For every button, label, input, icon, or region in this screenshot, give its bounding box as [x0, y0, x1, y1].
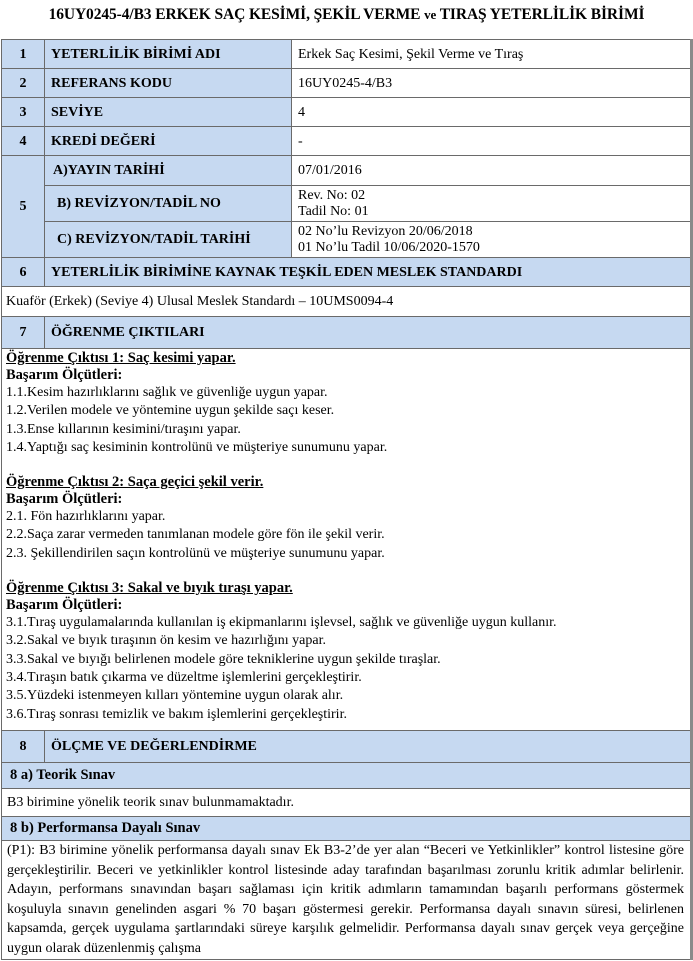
learning-outcome-title: Öğrenme Çıktısı 3: Sakal ve bıyık tıraşı yapar. — [6, 580, 293, 597]
table-row-level — [2, 98, 692, 127]
section-number: 6 — [2, 258, 45, 287]
title-part-1: 16UY0245-4/B3 ERKEK SAÇ KESİMİ, ŞEKİL VERME — [48, 6, 425, 23]
row-label: REFERANS KODU — [45, 69, 292, 98]
section-heading: ÖLÇME VE DEĞERLENDİRME — [45, 731, 692, 763]
row-number: 1 — [2, 40, 45, 69]
criterion: 3.4.Tıraşın batık çıkarma ve düzeltme işlemlerini gerçekleştirir. — [6, 669, 362, 685]
row-value: - — [292, 127, 692, 156]
criteria-label: Başarım Ölçütleri: — [6, 491, 123, 508]
section-6-header — [2, 258, 692, 287]
revision-no-value — [292, 186, 692, 222]
table-row-publish-date — [2, 156, 692, 186]
criterion: 2.1. Fön hazırlıklarını yapar. — [6, 509, 166, 525]
table-row-revision-date — [2, 222, 692, 258]
criterion: 1.2.Verilen modele ve yöntemine uygun şekilde saçı keser. — [6, 403, 335, 419]
criterion: 1.3.Ense kıllarının kesimini/tıraşını yapar. — [6, 421, 241, 437]
performance-exam-text-cell — [2, 841, 692, 960]
theory-exam-text: B3 birimine yönelik teorik sınav bulunmamaktadır. — [2, 789, 692, 817]
learning-outcome-2 — [6, 474, 686, 563]
table-row-name — [2, 40, 692, 69]
table-row-revision-no — [2, 186, 692, 222]
amendment-number: Tadil No: 01 — [298, 203, 369, 219]
table-row-credit — [2, 127, 692, 156]
section-heading: YETERLİLİK BİRİMİNE KAYNAK TEŞKİL EDEN MESLEK STANDARDI — [45, 258, 692, 287]
learning-outcome-title: Öğrenme Çıktısı 2: Saça geçici şekil verir. — [6, 474, 264, 491]
table-row-reference-code — [2, 69, 692, 98]
row-label: KREDİ DEĞERİ — [45, 127, 292, 156]
section-8a-content — [2, 789, 692, 817]
row-number: 3 — [2, 98, 45, 127]
section-8-header — [2, 731, 692, 763]
row-label: YETERLİLİK BİRİMİ ADI — [45, 40, 292, 69]
revision-date-value — [292, 222, 692, 258]
row-number: 5 — [2, 156, 45, 258]
learning-outcome-title: Öğrenme Çıktısı 1: Saç kesimi yapar. — [6, 350, 236, 366]
row-value: Erkek Saç Kesimi, Şekil Verme ve Tıraş — [292, 40, 692, 69]
publish-date-value: 07/01/2016 — [292, 156, 692, 186]
criteria-label: Başarım Ölçütleri: — [6, 367, 123, 383]
revision-date: 02 No’lu Revizyon 20/06/2018 — [298, 223, 473, 239]
row-number: 2 — [2, 69, 45, 98]
criterion: 1.1.Kesim hazırlıklarını sağlık ve güvenliğe uygun yapar. — [6, 385, 328, 400]
row-value: 4 — [292, 98, 692, 127]
section-6-content — [2, 287, 692, 317]
row-value: 16UY0245-4/B3 — [292, 69, 692, 98]
criterion: 3.2.Sakal ve bıyık tıraşının ön kesim ve hazırlığını yapar. — [6, 633, 326, 649]
revision-no-label: B) REVİZYON/TADİL NO — [45, 186, 292, 222]
revision-date-label: C) REVİZYON/TADİL TARİHİ — [45, 222, 292, 258]
section-7-header — [2, 317, 692, 349]
publish-date-label: A)YAYIN TARİHİ — [45, 156, 292, 186]
theory-exam-heading: 8 a) Teorik Sınav — [2, 763, 692, 789]
document-title — [0, 6, 693, 24]
section-7-content — [2, 349, 692, 731]
criterion: 2.3. Şekillendirilen saçın kontrolünü ve müşteriye sunumunu yapar. — [6, 545, 385, 561]
performance-exam-heading: 8 b) Performansa Dayalı Sınav — [2, 817, 692, 841]
row-number: 4 — [2, 127, 45, 156]
criteria-label: Başarım Ölçütleri: — [6, 597, 123, 614]
section-number: 8 — [2, 731, 45, 763]
occupational-standard: Kuaför (Erkek) (Seviye 4) Ulusal Meslek Standardı – 10UMS0094-4 — [2, 287, 692, 317]
revision-number: Rev. No: 02 — [298, 187, 366, 203]
criterion: 1.4.Yaptığı saç kesiminin kontrolünü ve müşteriye sunumunu yapar. — [6, 439, 388, 455]
section-8b-content — [2, 841, 692, 960]
section-8b-header — [2, 817, 692, 841]
learning-outcome-1 — [6, 350, 686, 457]
amendment-date: 01 No’lu Tadil 10/06/2020-1570 — [298, 239, 480, 255]
learning-outcome-3 — [6, 580, 686, 724]
section-number: 7 — [2, 317, 45, 349]
learning-outcomes — [2, 349, 692, 731]
section-8a-header — [2, 763, 692, 789]
criterion: 3.1.Tıraş uygulamalarında kullanılan iş ekipmanlarını işlevsel, sağlık ve güvenliğe uygun kullanır. — [6, 615, 557, 631]
performance-exam-text: (P1): B3 birimine yönelik performansa dayalı sınav Ek B3-2’de yer alan “Beceri ve Yetkinlikler” kontrol listesine göre gerçekleştirilir. Beceri ve yetkinlikler kontrol listesinde aday tarafından başarılması zorunlu kritik adımlar belirlenir. Adayın, performans sınavından başarı sağlaması için kritik adımların tamamından başarılı performans göstermek koşuluyla sınavın genelinden asgari % 70 başarı göstermesi gerekir. Performansa dayalı sınavın süresi, belirlenen kapsamda, gerçek uygulama şartlarındaki süreye karşılık gelmelidir. Performansa dayalı sınav gerçek veya gerçeğine uygun olarak düzenlenmiş çalışma — [7, 843, 684, 956]
section-heading: ÖĞRENME ÇIKTILARI — [45, 317, 692, 349]
criterion: 3.6.Tıraş sonrası temizlik ve bakım işlemlerini gerçekleştirir. — [6, 706, 347, 722]
title-part-2: TIRAŞ YETERLİLİK BİRİMİ — [436, 6, 645, 23]
row-label: SEVİYE — [45, 98, 292, 127]
criterion: 3.5.Yüzdeki istenmeyen kılları yöntemine uygun olarak alır. — [6, 688, 344, 704]
criterion: 2.2.Saça zarar vermeden tanımlanan modele göre fön ile şekil verir. — [6, 527, 385, 543]
criterion: 3.3.Sakal ve bıyığı belirlenen modele göre tekniklerine uygun şekilde tıraşlar. — [6, 651, 441, 667]
competency-unit-table — [1, 39, 693, 960]
title-part-small: ve — [424, 7, 437, 22]
